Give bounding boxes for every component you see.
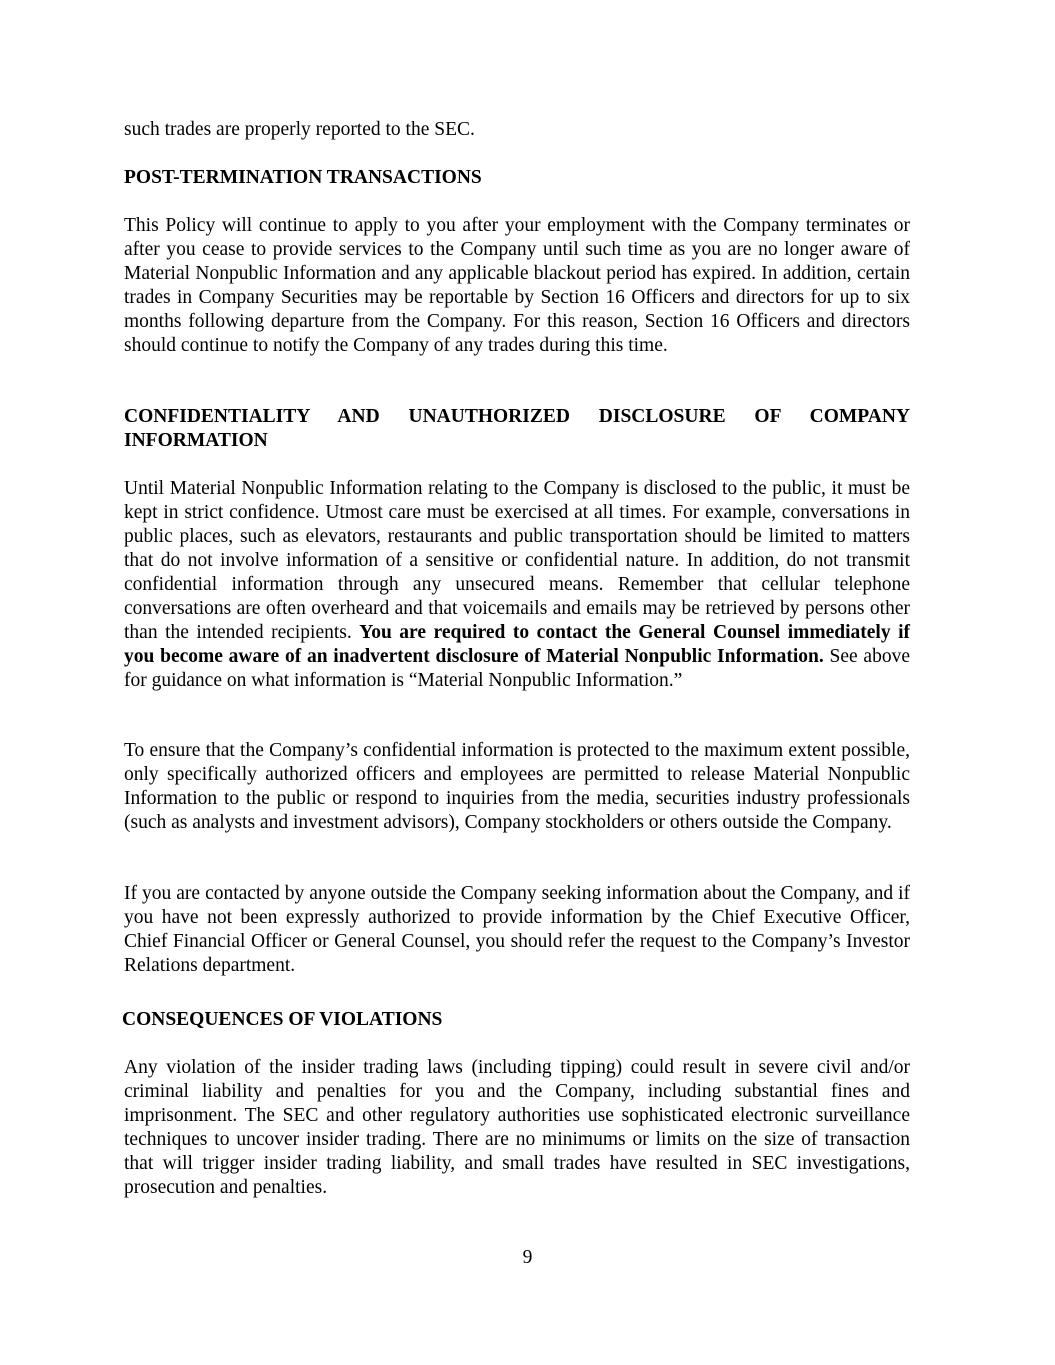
confidentiality-heading: CONFIDENTIALITY AND UNAUTHORIZED DISCLOSURE OF COMPANY INFORMATION: [124, 406, 910, 451]
post-termination-heading: POST-TERMINATION TRANSACTIONS: [124, 167, 482, 188]
confidentiality-p1-start: Until Material Nonpublic Information relating to the Company is disclosed to the public, it must be kept in strict confidence. Utmost care must be exercised at all times. For example, conversations in public places, such as elevators, restaurants and public transportation should be limited to matters that do not involve information of a sensitive or confidential nature. In addition, do not transmit confidential information through any unsecured means. Remember that cellular telephone conversations are often overheard and that voicemails and emails may be retrieved by persons other than the intended recipients.: [124, 478, 910, 643]
post-termination-paragraph: This Policy will continue to apply to you after your employment with the Company terminates or after you cease to provide services to the Company until such time as you are no longer aware of Material Nonpublic Information and any applicable blackout period has expired. In addition, certain trades in Company Securities may be reportable by Section 16 Officers and directors for up to six months following departure from the Company. For this reason, Section 16 Officers and directors should continue to notify the Company of any trades during this time.: [124, 215, 910, 356]
confidentiality-paragraph-2: To ensure that the Company’s confidential information is protected to the maximum extent possible, only specifically authorized officers and employees are permitted to release Material Nonpublic Information to the public or respond to inquiries from the media, securities industry professionals (such as analysts and investment advisors), Company stockholders or others outside the Company.: [124, 740, 910, 833]
confidentiality-paragraph-1: [124, 477, 910, 693]
confidentiality-p1-end: See above for guidance on what information is “Material Nonpublic Information.”: [124, 646, 910, 691]
confidentiality-paragraph-3: If you are contacted by anyone outside the Company seeking information about the Company, and if you have not been expressly authorized to provide information by the Chief Executive Officer, Chief Financial Officer or General Counsel, you should refer the request to the Company’s Investor Relations department.: [124, 883, 910, 976]
consequences-heading: CONSEQUENCES OF VIOLATIONS: [122, 1009, 443, 1030]
consequences-paragraph: Any violation of the insider trading laws (including tipping) could result in severe civil and/or criminal liability and penalties for you and the Company, including substantial fines and imprisonment. The SEC and other regulatory authorities use sophisticated electronic surveillance techniques to uncover insider trading. There are no minimums or limits on the size of transaction that will trigger insider trading liability, and small trades have resulted in SEC investigations, prosecution and penalties.: [124, 1057, 910, 1198]
page-number: 9: [522, 1247, 533, 1268]
continuation-text: such trades are properly reported to the SEC.: [124, 119, 475, 140]
confidentiality-p1-bold: You are required to contact the General Counsel immediately if you become aware of an inadvertent disclosure of Material Nonpublic Information.: [124, 622, 911, 667]
